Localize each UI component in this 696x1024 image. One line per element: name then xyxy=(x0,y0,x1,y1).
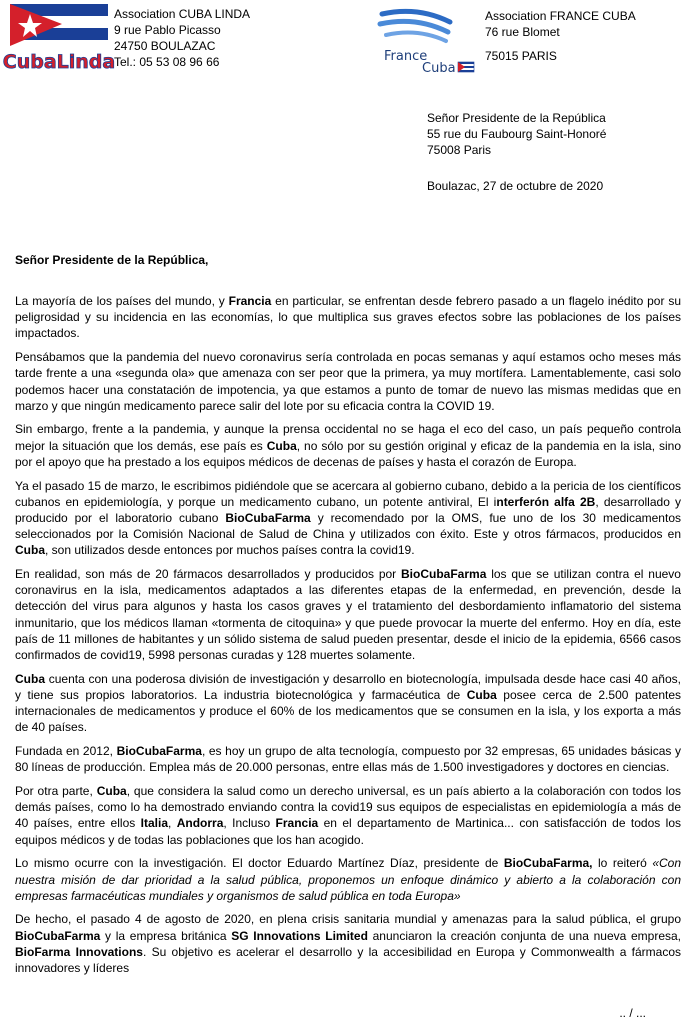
recipient-org-address xyxy=(485,8,636,64)
france-cuba-street: 76 rue Blomet xyxy=(485,25,560,39)
sender-city: 24750 BOULAZAC xyxy=(114,39,216,53)
cuba-linda-logo xyxy=(2,4,116,74)
sender-name: Association CUBA LINDA xyxy=(114,7,251,21)
paragraph-6: Cuba cuenta con una poderosa división de investigación y desarrollo en biotecnología, impulsada desde hace casi 40 años, y tiene sus propios laboratorios. La industria biotecnológica y farmacéutica de Cuba posee cerca de 2.500 patentes internacionales de medicamentos y produce el 60% de los medicamentos que se consumen en la isla, y los exporta a más de 40 países. xyxy=(15,671,682,735)
france-cuba-logo-text-top: France xyxy=(384,49,428,64)
sender-address xyxy=(114,6,250,70)
page-continuation-marker: .. / ... xyxy=(619,1006,646,1020)
paragraph-4: Ya el pasado 15 de marzo, le escribimos pidiéndole que se acercara al gobierno cubano, debido a la pericia de los científicos cubanos en epidemiología, y porque un medicamento cubano, un potente antiviral, El interferón alfa 2B, desarrollado y producido por el laboratorio cubano BioCubaFarma y recomendado por la OMS, fue uno de los 30 medicamentos seleccionados por la Comisión Nacional de Salud de China y utilizados con éxito. Este y otros fármacos, producidos en Cuba, son utilizados desde entonces por muchos países contra la covid19. xyxy=(15,478,682,558)
paragraph-1: La mayoría de los países del mundo, y Francia en particular, se enfrentan desde febrero pasado a un flagelo inédito por su peligrosidad y su incidencia en las economías, lo que multiplica sus graves efectos sobre las poblaciones de los países impactados. xyxy=(15,294,681,341)
paragraph-2: Pensábamos que la pandemia del nuevo coronavirus sería controlada en pocas semanas y aquí estamos ocho meses más tarde frente a una «segunda ola» que amenaza con ser peor que la primera, ya muy mortífera. Lamentablemente, casi solo podemos hacer una constatación de impotencia, ya que estamos a punto de tomar de nuevo las mismas medidas que en marzo y que ningún medicamento parece salir del lote por su eficacia contra la COVID 19. xyxy=(15,350,681,413)
paragraph-3: Sin embargo, frente a la pandemia, y aunque la prensa occidental no se haga el eco del caso, un país pequeño controla mejor la situación que los demás, ese país es Cuba, no sólo por su gestión original y eficaz de la pandemia en la isla, sino por el apoyo que ha prestado a los equipos médicos de decenas de países y hasta el corazón de Europa. xyxy=(15,422,681,469)
paragraph-7: Fundada en 2012, BioCubaFarma, es hoy un grupo de alta tecnología, compuesto por 32 empresas, 65 unidades básicas y 80 líneas de producción. Emplea más de 20.000 personas, entre ellas más de 1.500 investigadores y doctores en ciencias. xyxy=(15,744,681,775)
letterhead xyxy=(0,0,696,80)
letter-body xyxy=(15,293,681,984)
france-cuba-name: Association FRANCE CUBA xyxy=(485,9,636,23)
recipient-line-3: 75008 Paris xyxy=(427,143,492,157)
france-cuba-logo xyxy=(378,8,478,76)
sender-phone: Tel.: 05 53 08 96 66 xyxy=(114,55,220,69)
paragraph-8: Por otra parte, Cuba, que considera la salud como un derecho universal, es un país abierto a la colaboración con todos los demás países, como lo ha demostrado enviando contra la covid19 sus equipos de especialistas en epidemiología a más de 40 países, entre ellos Italia, Andorra, Incluso Francia en el departamento de Martinica... con satisfacción de todos los equipos médicos y de todas las poblaciones que los han acogido. xyxy=(15,783,681,847)
paragraph-5: En realidad, son más de 20 fármacos desarrollados y producidos por BioCubaFarma los que se utilizan contra el nuevo coronavirus en la isla, medicamentos adaptados a las diferentes etapas de la enfermedad, en prevención, desde la detección del virus para algunos y hasta los casos graves y el tratamiento del desbordamiento inflamatorio del sistema inmunitario, que los médicos llaman «tormenta de citoquina» y que puede provocar la muerte del enfermo. Hoy en día, este país de 11 millones de habitantes y un sólido sistema de salud pueden presentar, desde el inicio de la epidemia, 6566 casos confirmados de covid19, 5998 personas curadas y 128 muertes solamente. xyxy=(15,567,681,663)
cuba-linda-logo-text: CubaLinda xyxy=(2,51,116,73)
recipient-address xyxy=(427,110,606,158)
france-cuba-logo-text-bottom: Cuba xyxy=(422,61,456,76)
paragraph-9: Lo mismo ocurre con la investigación. El doctor Eduardo Martínez Díaz, presidente de BioCubaFarma, lo reiteró «Con nuestra misión de dar prioridad a la salud pública, proponemos un enfoque dinámico y abierto a la colaboración con empresas farmacéuticas mundiales y organismos de salud pública en toda Europa» xyxy=(15,856,682,903)
salutation: Señor Presidente de la República, xyxy=(15,253,209,267)
recipient-line-2: 55 rue du Faubourg Saint-Honoré xyxy=(427,127,607,141)
letter-date: Boulazac, 27 de octubre de 2020 xyxy=(427,179,604,193)
sender-street: 9 rue Pablo Picasso xyxy=(114,23,221,37)
recipient-line-1: Señor Presidente de la República xyxy=(427,111,606,125)
paragraph-10: De hecho, el pasado 4 de agosto de 2020, en plena crisis sanitaria mundial y amenazas para la salud pública, el grupo BioCubaFarma y la empresa británica SG Innovations Limited anunciaron la creación conjunta de una nueva empresa, BioFarma Innovations. Su objetivo es acelerar el desarrollo y la accesibilidad en Europa y Commonwealth a fármacos innovadores y líderes xyxy=(15,912,681,976)
france-cuba-city: 75015 PARIS xyxy=(485,49,557,63)
